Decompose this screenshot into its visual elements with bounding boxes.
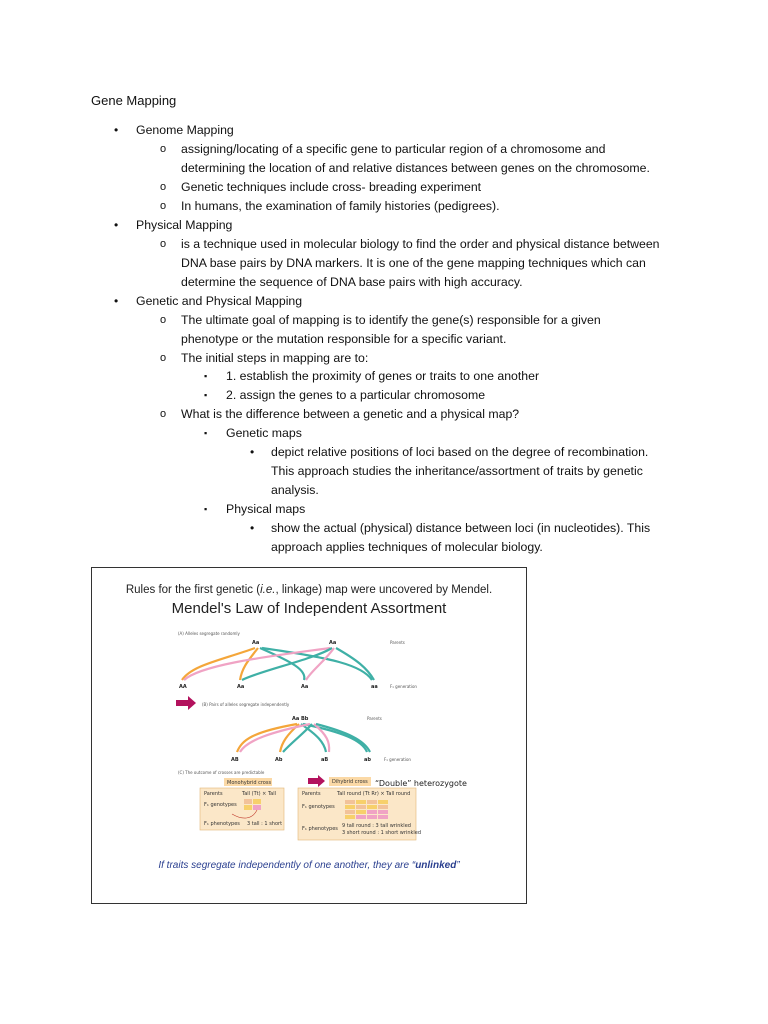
bullet-glyph: • [114,218,119,232]
list-item-continuation: This approach studies the inheritance/assortment of traits by genetic [271,464,643,478]
dih-row-parents: Parents [302,791,321,797]
list-item: The initial steps in mapping are to: [181,351,369,365]
mendel-diagram [92,620,526,870]
parents-label-b: Parents [367,716,382,721]
list-item-continuation: analysis. [271,483,319,497]
list-item: depict relative positions of loci based on the degree of recombination. [271,445,649,459]
list-item: show the actual (physical) distance between loci (in nucleotides). This [271,521,651,535]
square-bullet-glyph: ▪ [204,371,208,381]
list-item: The ultimate goal of mapping is to identify the gene(s) responsible for a given [181,313,601,327]
list-item: In humans, the examination of family histories (pedigrees). [181,199,500,213]
mono-row-parents: Parents [204,791,223,797]
mono-parents-value: Tall (Tt) × Tall [242,791,277,797]
list-item-continuation: DNA base pairs by DNA markers. It is one of the gene mapping techniques which can [181,256,646,270]
parent-b: Aa Bb [292,716,309,722]
circle-bullet-glyph: o [160,314,167,326]
list-item-continuation: determine the sequence of DNA base pairs with high accuracy. [181,275,523,289]
section-heading-genome-mapping: Genome Mapping [136,123,234,137]
section-heading-genetic-physical-mapping: Genetic and Physical Mapping [136,294,303,308]
panel-a-label: (A) Alleles segregate randomly [178,631,240,636]
bullet-glyph: • [250,445,255,459]
figure-heading: Mendel's Law of Independent Assortment [171,600,447,617]
a-offspring-2: Aa [237,684,245,690]
square-bullet-glyph: ▪ [204,428,208,438]
arrow-icon [308,775,325,787]
circle-bullet-glyph: o [160,181,167,193]
list-item-continuation: approach applies techniques of molecular biology. [271,540,543,554]
mono-phenotypes-value: 3 tall : 1 short [247,821,283,827]
b-offspring-3: aB [321,757,329,763]
figure-caption: Rules for the first genetic (i.e., linkage) map were uncovered by Mendel. [125,584,493,596]
list-item: Genetic techniques include cross- breading experiment [181,180,482,194]
dih-row-phenotypes: F₁ phenotypes [302,826,338,832]
list-item-continuation: phenotype or the mutation responsible for a specific variant. [181,332,507,346]
bullet-glyph: • [114,123,119,137]
bullet-glyph: • [114,294,119,308]
bullet-glyph: • [250,521,255,535]
a-offspring-4: aa [371,684,378,690]
list-item: Genetic maps [226,426,302,440]
dih-row-genotypes: F₁ genotypes [302,804,335,810]
list-item: What is the difference between a genetic and a physical map? [181,407,520,421]
parent-a2: Aa [329,640,337,646]
dihybrid-label: Dihybrid cross [332,779,368,785]
a-offspring-1: AA [179,684,187,690]
dih-phenotypes-line1: 9 tall round : 3 tall wrinkled [342,823,411,829]
double-heterozygote-label: “Double” heterozygote [375,779,467,788]
circle-bullet-glyph: o [160,238,167,250]
b-offspring-2: Ab [275,757,283,763]
arrow-icon [176,696,196,710]
circle-bullet-glyph: o [160,200,167,212]
list-item: Physical maps [226,502,306,516]
section-heading-physical-mapping: Physical Mapping [136,218,233,232]
list-item-continuation: determining the location of and relative distances between genes on the chromosome. [181,161,650,175]
f1-label-b: F₁ generation [384,757,411,762]
list-item: assigning/locating of a specific gene to particular region of a chromosome and [181,142,606,156]
f1-label-a: F₁ generation [390,684,417,689]
parents-label-a: Parents [390,640,405,645]
dih-parents-value: Tall round (Tt Rr) × Tall round [337,791,411,797]
b-offspring-4: ab [364,757,371,763]
monohybrid-label: Monohybrid cross [227,780,272,786]
a-offspring-3: Aa [301,684,309,690]
mono-row-genotypes: F₁ genotypes [204,802,237,808]
mendel-figure [91,567,527,904]
page-title: Gene Mapping [91,93,177,108]
list-item: 1. establish the proximity of genes or traits to one another [226,369,540,383]
figure-footer: If traits segregate independently of one another, they are “unlinked” [158,860,460,871]
dih-phenotypes-line2: 3 short round : 1 short wrinkled [342,830,422,836]
panel-c-label: (C) The outcome of crosses are predictable [178,770,265,775]
mono-row-phenotypes: F₁ phenotypes [204,821,240,827]
square-bullet-glyph: ▪ [204,504,208,514]
circle-bullet-glyph: o [160,352,167,364]
square-bullet-glyph: ▪ [204,390,208,400]
b-offspring-1: AB [231,757,239,763]
parent-a1: Aa [252,640,260,646]
circle-bullet-glyph: o [160,143,167,155]
list-item: 2. assign the genes to a particular chromosome [226,388,486,402]
panel-b-label: (B) Pairs of alleles segregate independently [202,702,290,707]
list-item: is a technique used in molecular biology to find the order and physical distance between [181,237,660,251]
circle-bullet-glyph: o [160,408,167,420]
